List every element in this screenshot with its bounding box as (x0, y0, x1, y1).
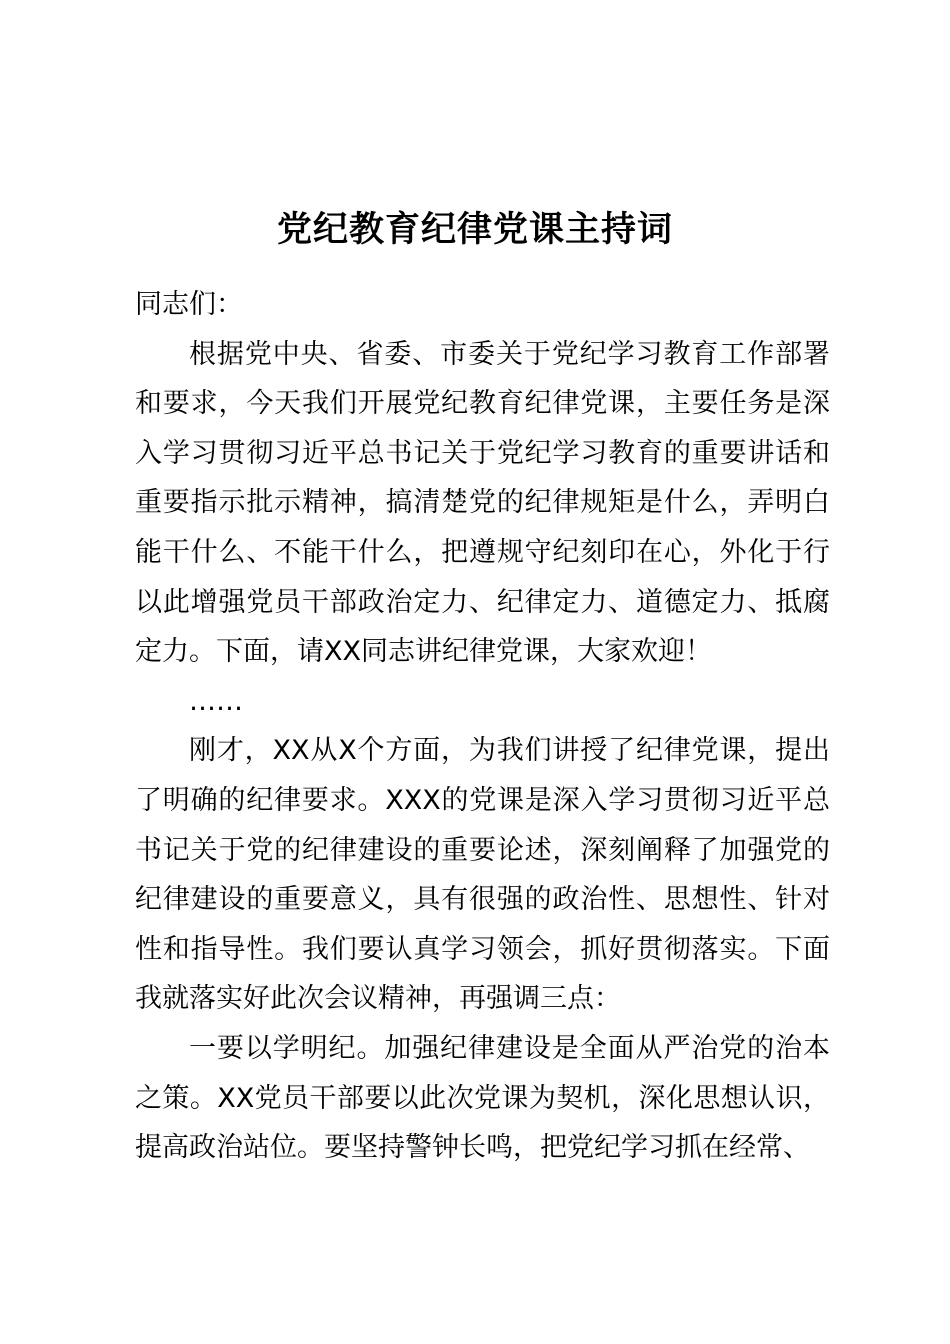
document-body (135, 280, 830, 1173)
document-title: 党纪教育纪律党课主持词 (276, 210, 673, 250)
paragraph-point-one: 一要以学明纪。加强纪律建设是全面从严治党的治本之策。XX党员干部要以此次党课为契机，深化思想认识，提高政治站位。要坚持警钟长鸣，把党纪学习抓在经常、 (135, 1032, 830, 1164)
paragraph-summary: 刚才，XX从X个方面，为我们讲授了纪律党课，提出了明确的纪律要求。XXX的党课是深入学习贯彻习近平总书记关于党的纪律建设的重要论述，深刻阐释了加强党的纪律建设的重要意义，具有很强的政治性、思想性、针对性和指导性。我们要认真学习领会，抓好贯彻落实。下面我就落实好此次会议精神，再强调三点： (135, 735, 830, 1015)
paragraph-ellipsis: …… (189, 685, 243, 717)
salutation: 同志们： (135, 289, 243, 320)
paragraph-opening: 根据党中央、省委、市委关于党纪学习教育工作部署和要求，今天我们开展党纪教育纪律党课，主要任务是深入学习贯彻习近平总书记关于党纪学习教育的重要讲话和重要指示批示精神，搞清楚党的纪律规矩是什么，弄明白能干什么、不能干什么，把遵规守纪刻印在心，外化于行以此增强党员干部政治定力、纪律定力、道德定力、抵腐定力。下面，请XX同志讲纪律党课，大家欢迎！ (135, 338, 830, 668)
